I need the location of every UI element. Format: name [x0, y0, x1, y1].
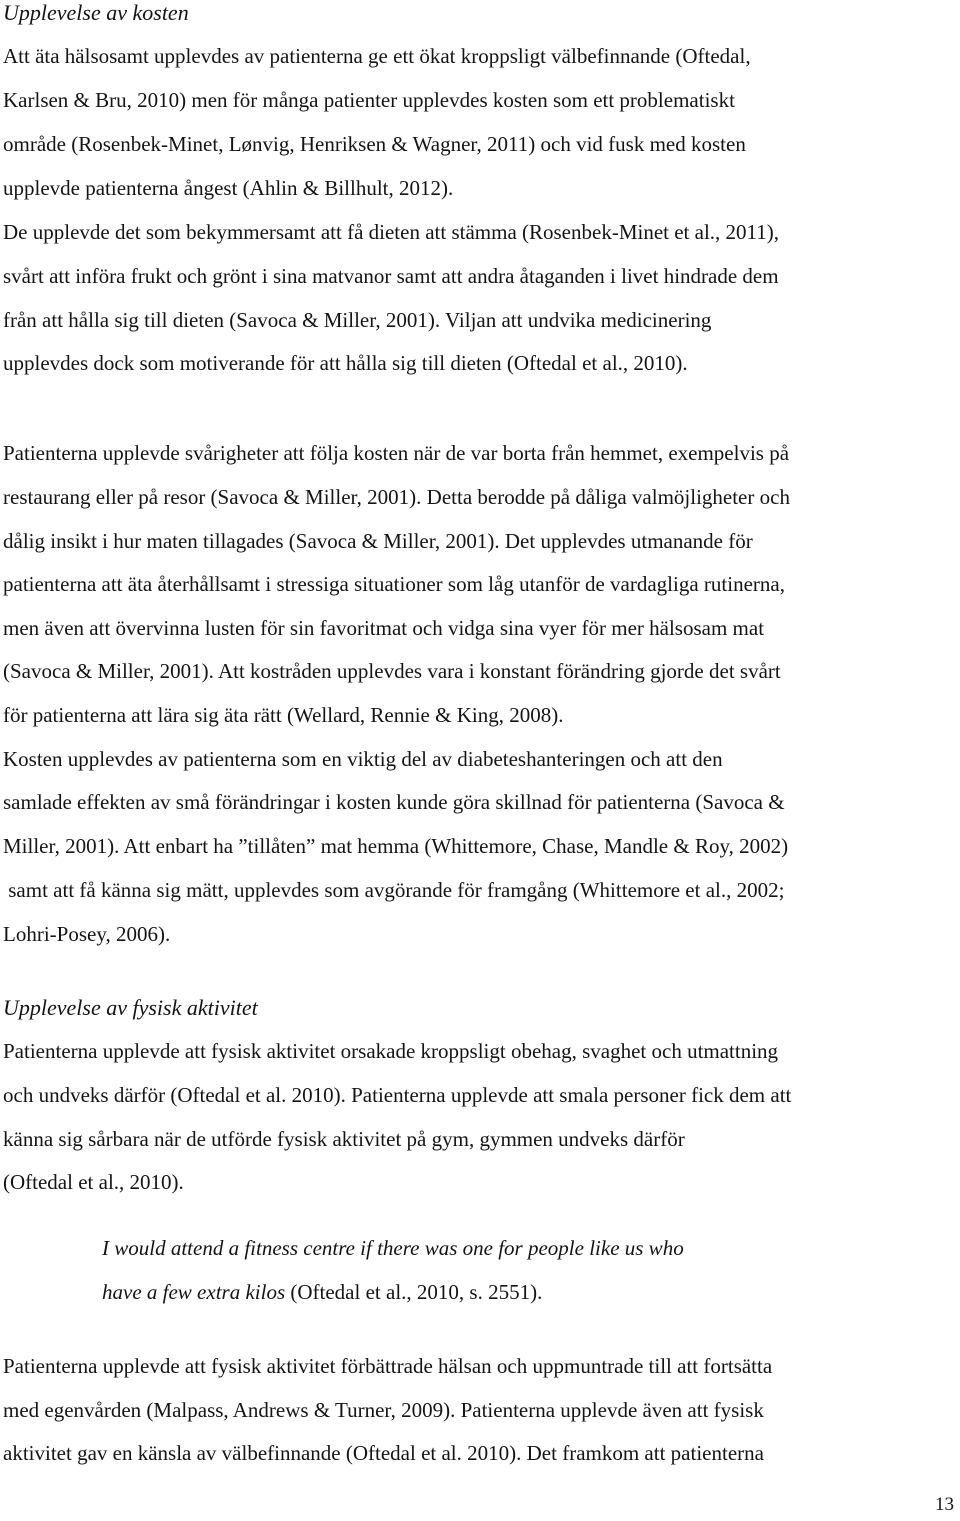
text-line: och undveks därför (Oftedal et al. 2010). Patienterna upplevde att smala personer fick dem att	[3, 1083, 792, 1107]
text-line: Miller, 2001). Att enbart ha ”tillåten” mat hemma (Whittemore, Chase, Mandle & Roy, 2002)	[3, 834, 789, 858]
text-line: Patienterna upplevde svårigheter att följa kosten när de var borta från hemmet, exempelvis på	[3, 441, 790, 465]
block-quote-line	[102, 1235, 684, 1261]
text-line: patienterna att äta återhållsamt i stressiga situationer som låg utanför de vardagliga rutinerna,	[3, 572, 785, 596]
text-line: Att äta hälsosamt upplevdes av patienterna ge ett ökat kroppsligt välbefinnande (Oftedal,	[3, 44, 751, 68]
text-line: aktivitet gav en känsla av välbefinnande (Oftedal et al. 2010). Det framkom att patienterna	[3, 1441, 764, 1465]
text-line: från att hålla sig till dieten (Savoca & Miller, 2001). Viljan att undvika medicinering	[3, 308, 712, 332]
text-line: samlade effekten av små förändringar i kosten kunde göra skillnad för patienterna (Savoca &	[3, 790, 785, 814]
text-line: Kosten upplevdes av patienterna som en viktig del av diabeteshanteringen och att den	[3, 747, 723, 771]
section-heading-physical-activity: Upplevelse av fysisk aktivitet	[3, 995, 258, 1020]
text-line: samt att få känna sig mätt, upplevdes som avgörande för framgång (Whittemore et al., 2002;	[3, 878, 785, 902]
quote-italic-text: I would attend a fitness centre if there was one for people like us who	[102, 1236, 684, 1260]
text-line: (Savoca & Miller, 2001). Att kostråden upplevdes vara i konstant förändring gjorde det svårt	[3, 659, 781, 683]
block-quote-line	[102, 1279, 542, 1305]
text-line: svårt att införa frukt och grönt i sina matvanor samt att andra åtaganden i livet hindrade dem	[3, 264, 779, 288]
page-number: 13	[935, 1494, 954, 1515]
text-line: upplevde patienterna ångest (Ahlin & Billhult, 2012).	[3, 176, 454, 200]
text-line: dålig insikt i hur maten tillagades (Savoca & Miller, 2001). Det upplevdes utmanande för	[3, 529, 753, 553]
text-line: Patienterna upplevde att fysisk aktivitet förbättrade hälsan och uppmuntrade till att fortsätta	[3, 1354, 773, 1378]
text-line: upplevdes dock som motiverande för att hålla sig till dieten (Oftedal et al., 2010).	[3, 351, 688, 375]
text-line: De upplevde det som bekymmersamt att få dieten att stämma (Rosenbek-Minet et al., 2011),	[3, 220, 780, 244]
text-line: Lohri-Posey, 2006).	[3, 922, 171, 946]
text-line: med egenvården (Malpass, Andrews & Turner, 2009). Patienterna upplevde även att fysisk	[3, 1398, 764, 1422]
text-line: Karlsen & Bru, 2010) men för många patienter upplevdes kosten som ett problematiskt	[3, 88, 735, 112]
text-line: Patienterna upplevde att fysisk aktivitet orsakade kroppsligt obehag, svaghet och utmattning	[3, 1039, 779, 1063]
quote-citation: (Oftedal et al., 2010, s. 2551).	[285, 1280, 543, 1304]
text-line: men även att övervinna lusten för sin favoritmat och vidga sina vyer för mer hälsosam mat	[3, 616, 765, 640]
quote-italic-text: have a few extra kilos	[102, 1280, 286, 1304]
text-line: (Oftedal et al., 2010).	[3, 1170, 184, 1194]
section-heading-diet: Upplevelse av kosten	[3, 0, 189, 25]
text-line: för patienterna att lära sig äta rätt (Wellard, Rennie & King, 2008).	[3, 703, 564, 727]
text-line: restaurang eller på resor (Savoca & Miller, 2001). Detta berodde på dåliga valmöjligheter och	[3, 485, 790, 509]
text-line: område (Rosenbek-Minet, Lønvig, Henriksen & Wagner, 2011) och vid fusk med kosten	[3, 132, 746, 156]
text-line: känna sig sårbara när de utförde fysisk aktivitet på gym, gymmen undveks därför	[3, 1127, 685, 1151]
